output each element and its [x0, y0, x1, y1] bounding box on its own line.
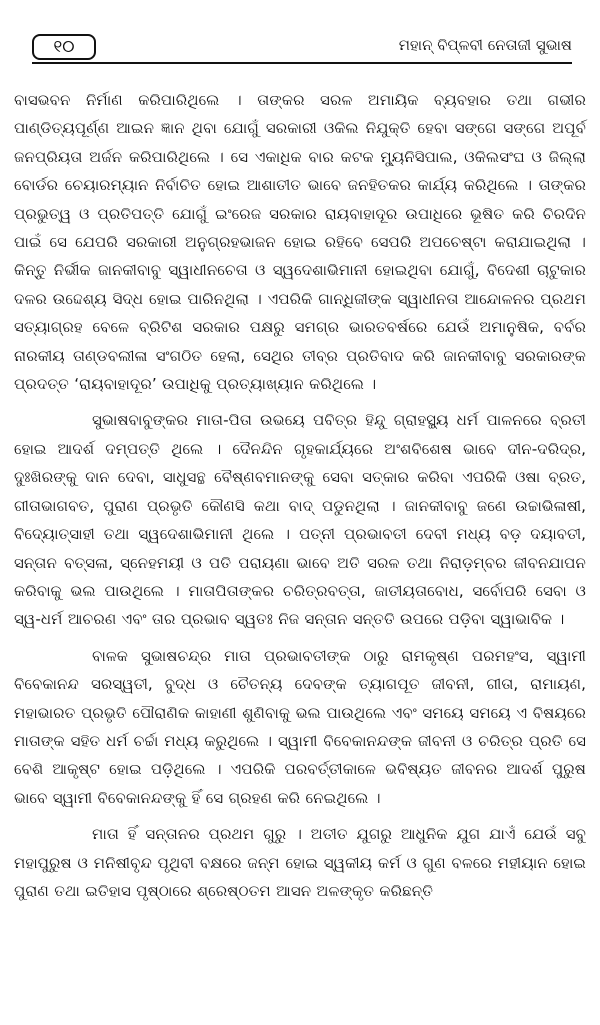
- paragraph-3: ବାଳକ ସୁଭାଷଚନ୍ଦ୍ର ମାତା ପ୍ରଭାବତୀଙ୍କ ଠାରୁ ରାମକୃଷ୍ଣ ପରମହଂସ, ସ୍ୱାମୀ ବିବେକାନନ୍ଦ ସରସ୍ୱତୀ, ବୁଦ୍ଧ ଓ ଚୈତନ୍ୟ ଦେବଙ୍କ ତ୍ୟାଗପୂତ ଜୀବନୀ, ଗୀତା, ରାମାୟଣ, ମହାଭାରତ ପ୍ରଭୃତି ପୌରାଣିକ କାହାଣୀ ଶୁଣିବାକୁ ଭଲ ପାଉଥିଲେ ଏବଂ ସମୟେ ସମୟେ ଏ ବିଷୟରେ ମାତାଙ୍କ ସହିତ ଧର୍ମ ଚର୍ଚ୍ଚା ମଧ୍ୟ କରୁଥିଲେ । ସ୍ୱାମୀ ବିବେକାନନ୍ଦଙ୍କ ଜୀବନୀ ଓ ଚରିତ୍ର ପ୍ରତି ସେ ବେଶି ଆକୃଷ୍ଟ ହୋଇ ପଡ଼ିଥିଲେ । ଏପରିକି ପରବର୍ତ୍ତୀକାଳେ ଭବିଷ୍ୟତ ଜୀବନର ଆଦର୍ଶ ପୁରୁଷ ଭାବେ ସ୍ୱାମୀ ବିବେକାନନ୍ଦଙ୍କୁ ହିଁ ସେ ଗ୍ରହଣ କରି ନେଇଥିଲେ ।: [14, 646, 586, 807]
- paragraph-4: ମାତା ହିଁ ସନ୍ତାନର ପ୍ରଥମ ଗୁରୁ । ଅତୀତ ଯୁଗରୁ ଆଧୁନିକ ଯୁଗ ଯାଏଁ ଯେଉଁ ସବୁ ମହାପୁରୁଷ ଓ ମନିଷୀବୃନ୍ଦ ପୃଥିବୀ ବକ୍ଷରେ ଜନ୍ମ ହୋଇ ସ୍ୱକୀୟ କର୍ମ ଓ ଗୁଣ ବଳରେ ମହୀୟାନ ହୋଇ ପୁରାଣ ତଥା ଇତିହାସ ପୃଷ୍ଠାରେ ଶ୍ରେଷ୍ଠତମ ଆସନ ଅଳଙ୍କୃତ କରିଛନ୍ତି: [14, 825, 586, 900]
- paragraph-2: ସୁଭାଷବାବୁଙ୍କର ମାତା-ପିତା ଉଭୟେ ପବିତ୍ର ହିନ୍ଦୁ ଗ୍ରାହସ୍ଥ୍ୟ ଧର୍ମ ପାଳନରେ ବ୍ରତୀ ହୋଇ ଆଦର୍ଶ ଦମ୍ପତ୍ତି ଥିଲେ । ଦୈନନ୍ଦିନ ଗୃହକାର୍ଯ୍ୟରେ ଅଂଶବିଶେଷ ଭାବେ ଦୀନ-ଦରିଦ୍ର, ଦୁଃଖିରଙ୍କୁ ଦାନ ଦେବା, ସାଧୁସନ୍ଥ ବୈଷ୍ଣବମାନଙ୍କୁ ସେବା ସତ୍କାର କରିବା ଏପରିକି ଓଷା ବ୍ରତ, ଗୀତାଭାଗବତ, ପୁରାଣ ପ୍ରଭୃତି କୌଣସି କଥା ବାଦ୍ ପଡୁନଥିଲା । ଜାନକୀବାବୁ ଜଣେ ଉଚ୍ଚାଭିଳାଷୀ, ବିଦ୍ୟୋତ୍ସାହୀ ତଥା ସ୍ୱଦେଶାଭିମାନୀ ଥିଲେ । ପତ୍ନୀ ପ୍ରଭାବତୀ ଦେବୀ ମଧ୍ୟ ବଡ଼ ଦୟାବତୀ, ସନ୍ତାନ ବତ୍ସଳା, ସ୍ନେହମୟୀ ଓ ପତି ପରାୟଣା ଭାବେ ଅତି ସରଳ ତଥା ନିରାଡ଼ମ୍ବର ଜୀବନଯାପନ କରିବାକୁ ଭଲ ପାଉଥିଲେ । ମାତାପିତାଙ୍କର ଚରିତ୍ରବତ୍ତା, ଜାତୀୟତାବୋଧ, ସର୍ବୋପରି ସେବା ଓ ସ୍ୱ-ଧର୍ମ ଆଚରଣ ଏବଂ ତାର ପ୍ରଭାବ ସ୍ୱତଃ ନିଜ ସନ୍ତାନ ସନ୍ତତି ଉପରେ ପଡ଼ିବା ସ୍ୱାଭାବିକ ।: [14, 411, 586, 629]
- page-header: [16, 0, 586, 62]
- header-divider: [32, 62, 572, 64]
- body-text: [14, 86, 586, 913]
- running-title: ମହାନ୍ ବିପ୍ଳବୀ ନେତାଜୀ ସୁଭାଷ: [398, 36, 572, 54]
- paragraph-1: ବାସଭବନ ନିର୍ମାଣ କରିପାରିଥିଲେ । ତାଙ୍କର ସରଳ ଅମାୟିକ ବ୍ୟବହାର ତଥା ଗଭୀର ପାଣ୍ଡିତ୍ୟପୂର୍ଣ୍ଣ ଆଇନ ଜ୍ଞାନ ଥିବା ଯୋଗୁଁ ସରକାରୀ ଓକିଲ ନିଯୁକ୍ତି ହେବା ସଙ୍ଗେ ସଙ୍ଗେ ଅପୂର୍ବ ଜନପ୍ରିୟତା ଅର୍ଜନ କରିପାରିଥିଲେ । ସେ ଏକାଧିକ ବାର କଟକ ମ୍ୟୁନିସିପାଲ, ଓକିଲସଂଘ ଓ ଜିଲ୍ଲା ବୋର୍ଡର ଚେୟାରମ୍ୟାନ ନିର୍ବାଚିତ ହୋଇ ଆଶାତୀତ ଭାବେ ଜନହିତକର କାର୍ଯ୍ୟ କରିଥିଲେ । ତାଙ୍କର ପ୍ରଭୁତ୍ୱ ଓ ପ୍ରତିପତ୍ତି ଯୋଗୁଁ ଇଂରେଜ ସରକାର ରାୟବାହାଦୂର ଉପାଧିରେ ଭୂଷିତ କରି ଚିରଦିନ ପାଇଁ ସେ ଯେପରି ସରକାରୀ ଅନୁଗ୍ରହଭାଜନ ହୋଇ ରହିବେ ସେପରି ଅପଚେଷ୍ଟା କରାଯାଇଥିଲା । କିନ୍ତୁ ନିର୍ଭୀକ ଜାନକୀବାବୁ ସ୍ୱାଧୀନଚେତା ଓ ସ୍ୱଦେଶାଭିମାନୀ ହୋଇଥିବା ଯୋଗୁଁ, ବିଦେଶୀ ଚାଟୁକାର ଦଳର ଉଦ୍ଦେଶ୍ୟ ସିଦ୍ଧ ହୋଇ ପାରିନଥିଲା । ଏପରିକି ଗାନ୍ଧିଜୀଙ୍କ ସ୍ୱାଧୀନତା ଆନ୍ଦୋଳନର ପ୍ରଥମ ସତ୍ୟାଗ୍ରହ ବେଳେ ବ୍ରିଟିଶ ସରକାର ପକ୍ଷରୁ ସମଗ୍ର ଭାରତବର୍ଷରେ ଯେଉଁ ଅମାନୁଷିକ, ବର୍ବର ନାରକୀୟ ତାଣ୍ଡବଲୀଳା ସଂଗଠିତ ହେଲା, ସେଥିର ତୀବ୍ର ପ୍ରତିବାଦ କରି ଜାନକୀବାବୁ ସରକାରଙ୍କ ପ୍ରଦତ୍ତ ‘ରାୟବାହାଦୂର’ ଉପାଧିକୁ ପ୍ରତ୍ୟାଖ୍ୟାନ କରିଥିଲେ ।: [14, 91, 586, 394]
- page-number: ୧୦: [32, 34, 96, 60]
